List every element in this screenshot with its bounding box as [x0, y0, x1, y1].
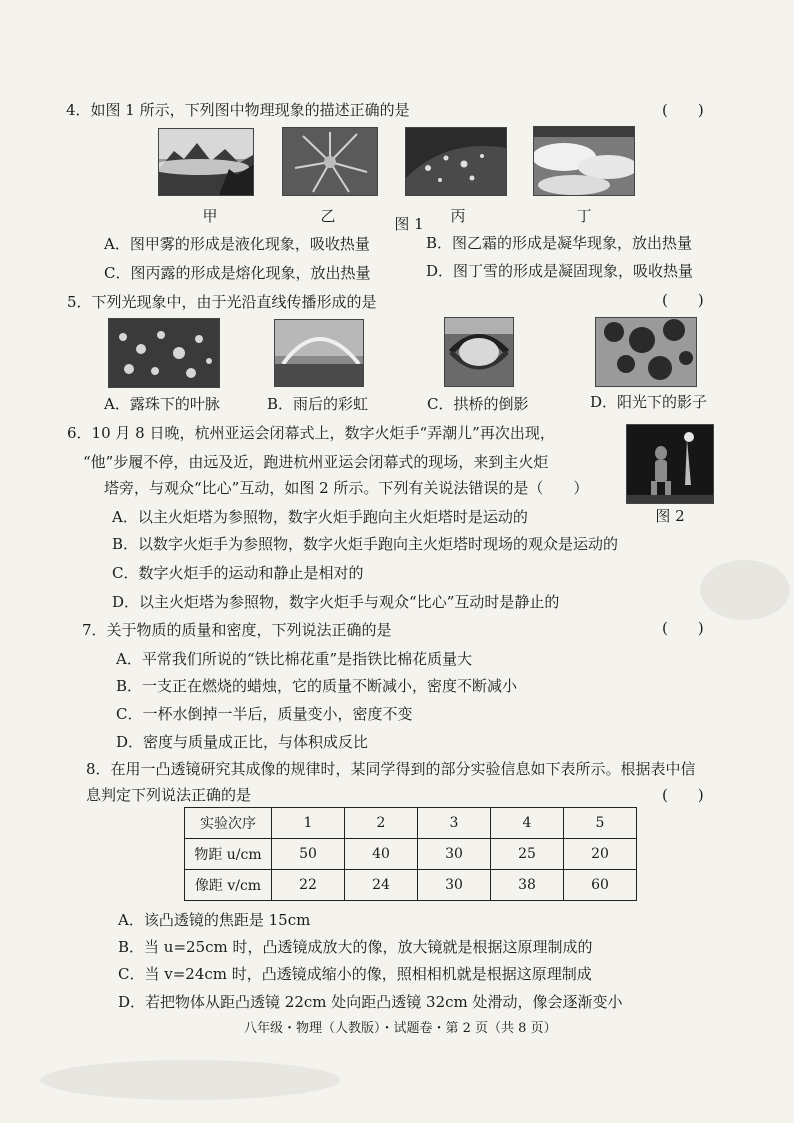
q5-photo-shadow — [595, 317, 697, 387]
q8-answer-paren: ( ) — [662, 786, 704, 804]
table-cell: 1 — [272, 808, 345, 839]
q6-photo-digital-torchbearer — [626, 424, 714, 504]
table-header-cell: 实验次序 — [185, 808, 272, 839]
q4-stem: 4．如图 1 所示，下列图中物理现象的描述正确的是 — [66, 101, 410, 119]
q6-option-d[interactable]: D．以主火炬塔为参照物，数字火炬手与观众“比心”互动时是静止的 — [112, 593, 560, 611]
q5-option-a[interactable]: A．露珠下的叶脉 — [104, 395, 220, 413]
q7-option-a[interactable]: A．平常我们所说的“铁比棉花重”是指铁比棉花质量大 — [116, 650, 473, 668]
q6-option-c[interactable]: C．数字火炬手的运动和静止是相对的 — [112, 564, 364, 582]
table-cell: 24 — [345, 870, 418, 901]
page-footer: 八年级・物理（人教版）・试题卷・第 2 页（共 8 页） — [244, 1021, 557, 1036]
table-cell: 3 — [418, 808, 491, 839]
q5-photo-rainbow — [274, 319, 364, 387]
q4-answer-paren: ( ) — [662, 101, 704, 119]
table-cell: 22 — [272, 870, 345, 901]
table-cell: 30 — [418, 870, 491, 901]
q6-figure-label: 图 2 — [655, 507, 685, 525]
q4-photo-snow — [533, 126, 635, 196]
q6-stem-line3: 塔旁，与观众“比心”互动，如图 2 所示。下列有关说法错误的是（ ） — [104, 479, 589, 497]
table-cell: 30 — [418, 839, 491, 870]
table-cell: 2 — [345, 808, 418, 839]
table-cell: 40 — [345, 839, 418, 870]
table-row — [185, 839, 637, 870]
q8-option-a[interactable]: A．该凸透镜的焦距是 15cm — [118, 911, 311, 929]
q5-option-b[interactable]: B．雨后的彩虹 — [267, 395, 369, 413]
q6-option-a[interactable]: A．以主火炬塔为参照物，数字火炬手跑向主火炬塔时是运动的 — [112, 508, 528, 526]
q8-option-d[interactable]: D．若把物体从距凸透镜 22cm 处向距凸透镜 32cm 处滑动，像会逐渐变小 — [118, 993, 623, 1011]
q4-photo-label-jia: 甲 — [202, 207, 218, 225]
table-row — [185, 870, 637, 901]
table-cell: 20 — [564, 839, 637, 870]
q4-photo-frost — [282, 127, 378, 196]
q5-answer-paren: ( ) — [662, 291, 704, 309]
table-cell: 4 — [491, 808, 564, 839]
q7-answer-paren: ( ) — [662, 619, 704, 637]
table-row — [185, 808, 637, 839]
q6-option-b[interactable]: B．以数字火炬手为参照物，数字火炬手跑向主火炬塔时现场的观众是运动的 — [112, 535, 619, 553]
q7-stem: 7．关于物质的质量和密度，下列说法正确的是 — [82, 621, 392, 639]
q4-option-b[interactable]: B．图乙霜的形成是凝华现象，放出热量 — [426, 234, 693, 252]
q6-stem-line2: “他”步履不停，由远及近，跑进杭州亚运会闭幕式的现场，来到主火炬 — [83, 453, 549, 471]
q8-experiment-table — [184, 807, 637, 901]
q4-photo-fog — [158, 128, 254, 196]
q8-option-c[interactable]: C．当 v=24cm 时，凸透镜成缩小的像，照相相机就是根据这原理制成 — [118, 965, 592, 983]
q8-option-b[interactable]: B．当 u=25cm 时，凸透镜成放大的像，放大镜就是根据这原理制成的 — [118, 938, 593, 956]
q6-stem-line1: 6．10 月 8 日晚，杭州亚运会闭幕式上，数字火炬手“弄潮儿”再次出现， — [67, 424, 555, 442]
q5-stem: 5．下列光现象中，由于光沿直线传播形成的是 — [67, 293, 377, 311]
q8-stem-line1: 8．在用一凸透镜研究其成像的规律时，某同学得到的部分实验信息如下表所示。根据表中信 — [86, 760, 696, 778]
table-header-cell: 物距 u/cm — [185, 839, 272, 870]
q7-option-c[interactable]: C．一杯水倒掉一半后，质量变小，密度不变 — [116, 705, 413, 723]
scan-smudge — [700, 560, 790, 620]
q7-option-b[interactable]: B．一支正在燃烧的蜡烛，它的质量不断减小，密度不断减小 — [116, 677, 518, 695]
table-cell: 5 — [564, 808, 637, 839]
table-cell: 60 — [564, 870, 637, 901]
q4-option-d[interactable]: D．图丁雪的形成是凝固现象，吸收热量 — [426, 262, 694, 280]
q5-option-d[interactable]: D．阳光下的影子 — [590, 393, 708, 411]
q7-option-d[interactable]: D．密度与质量成正比，与体积成反比 — [116, 733, 369, 751]
q4-photo-label-yi: 乙 — [320, 207, 336, 225]
table-cell: 50 — [272, 839, 345, 870]
scan-smudge — [40, 1060, 340, 1100]
q4-figure-label: 图 1 — [394, 215, 424, 233]
q4-photo-label-ding: 丁 — [576, 207, 592, 225]
table-cell: 38 — [491, 870, 564, 901]
q8-stem-line2: 息判定下列说法正确的是 — [86, 786, 252, 804]
table-cell: 25 — [491, 839, 564, 870]
q5-option-c[interactable]: C．拱桥的倒影 — [427, 395, 529, 413]
q4-option-c[interactable]: C．图丙露的形成是熔化现象，放出热量 — [104, 264, 371, 282]
q4-photo-label-bing: 丙 — [450, 207, 466, 225]
q4-photo-dew — [405, 127, 507, 196]
q4-option-a[interactable]: A．图甲雾的形成是液化现象，吸收热量 — [104, 235, 370, 253]
q5-photo-arch-bridge — [444, 317, 514, 387]
table-header-cell: 像距 v/cm — [185, 870, 272, 901]
q5-photo-dew-leaf — [108, 318, 220, 388]
